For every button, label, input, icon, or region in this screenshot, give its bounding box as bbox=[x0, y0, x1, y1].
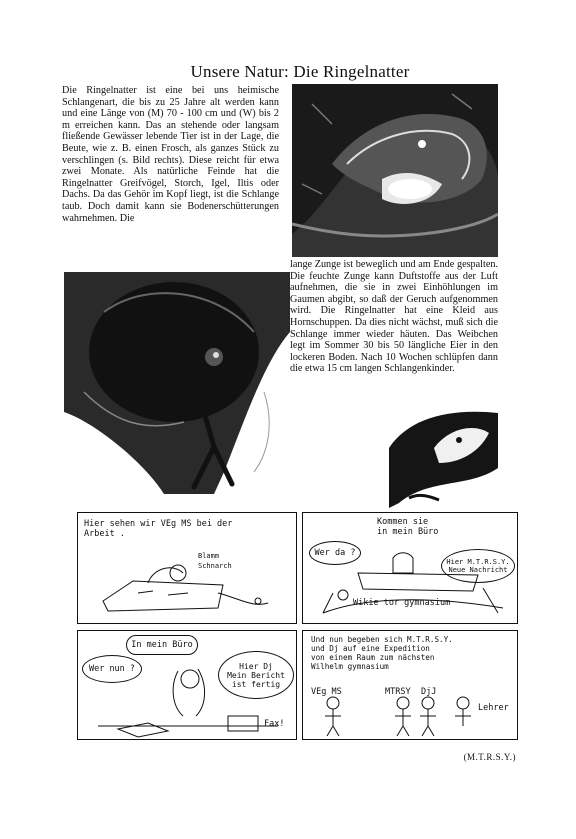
comic-panel-4 bbox=[302, 630, 518, 740]
article-paragraph: lange Zunge ist beweglich und am Ende gespalten. Die feuchte Zunge kann Duftstoffe aus der Luft aufnehmen, die sie in zwei Einhöhlungen im Gaumen abgibt, so daß der Geruch aufgenommen wird. Die Ringelnatter hat eine Kleid aus Hornschuppen. Da dies nicht wächst, muß sich die Schlange immer wieder häuten. Das Weibchen legt im Sommer 30 bis 50 längliche Eier in den lockeren Boden. Nach 10 Wochen schlüpfen dann die etwa 15 cm langen Schlangenkinder. bbox=[290, 259, 498, 375]
article-text-right bbox=[290, 259, 498, 375]
snake-head-small-photo bbox=[389, 408, 498, 508]
speech-bubble bbox=[126, 635, 198, 655]
character-name: VEg MS bbox=[311, 687, 342, 697]
comic-caption: Und nun begeben sich M.T.R.S.Y. und Dj auf eine Expedition von einem Raum zum nächsten Wilhelm gymnasium bbox=[311, 635, 453, 671]
teacher-label: Lehrer bbox=[478, 703, 509, 713]
speech-text: In mein Büro bbox=[131, 640, 193, 650]
comic-panel-2 bbox=[302, 512, 518, 624]
comic-caption: Kommen sie in mein Büro bbox=[377, 517, 439, 537]
page-title: Unsere Natur: Die Ringelnatter bbox=[190, 62, 410, 81]
comic-ground-label: Wikie tor gymnasium bbox=[353, 598, 451, 608]
article-text-left bbox=[62, 85, 279, 224]
character-name: DjJ bbox=[421, 687, 437, 697]
snake-eating-frog-photo bbox=[292, 84, 498, 257]
speech-bubble bbox=[441, 549, 515, 583]
speech-bubble bbox=[218, 651, 294, 699]
comic-fax-label: Fax! bbox=[264, 719, 285, 729]
comic-panel-3 bbox=[77, 630, 297, 740]
comic-sound-label: Blamm Schnarch bbox=[198, 552, 232, 570]
author-credit: (M.T.R.S.Y.) bbox=[463, 752, 516, 762]
speech-text: Hier Dj Mein Bericht ist fertig bbox=[227, 661, 285, 689]
speech-bubble bbox=[309, 541, 361, 565]
comic-caption: Hier sehen wir VEg MS bei der Arbeit . bbox=[84, 519, 233, 539]
speech-text: Hier M.T.R.S.Y. Neue Nachricht bbox=[446, 558, 510, 574]
speech-text: Wer nun ? bbox=[88, 664, 136, 674]
character-name: MTRSY bbox=[385, 687, 411, 697]
speech-bubble bbox=[82, 655, 142, 683]
article-paragraph: Die Ringelnatter ist eine bei uns heimische Schlangenart, die bis zu 25 Jahre alt werden kann und eine Länge von (M) 70 - 100 cm und (W) bis 2 m erreichen kann. Das an stehende oder langsam fließende Gewässer lebende Tier ist in der Lage, die Beute, wie z. B. einen Frosch, als ganzes Stück zu verschlingen (s. Bild rechts). Diese reicht für etwa zwei Monate. Als natürliche Feinde hat die Ringelnatter Greifvögel, Storch, Igel, Iltis oder Dachs. Da das Gehör im Kopf liegt, ist die Schlange taub. Doch damit kann sie Bodenerschütterungen wahrnehmen. Die bbox=[62, 85, 279, 224]
comic-panel-1 bbox=[77, 512, 297, 624]
snake-head-tongue-photo bbox=[64, 272, 290, 494]
speech-text: Wer da ? bbox=[314, 548, 356, 558]
